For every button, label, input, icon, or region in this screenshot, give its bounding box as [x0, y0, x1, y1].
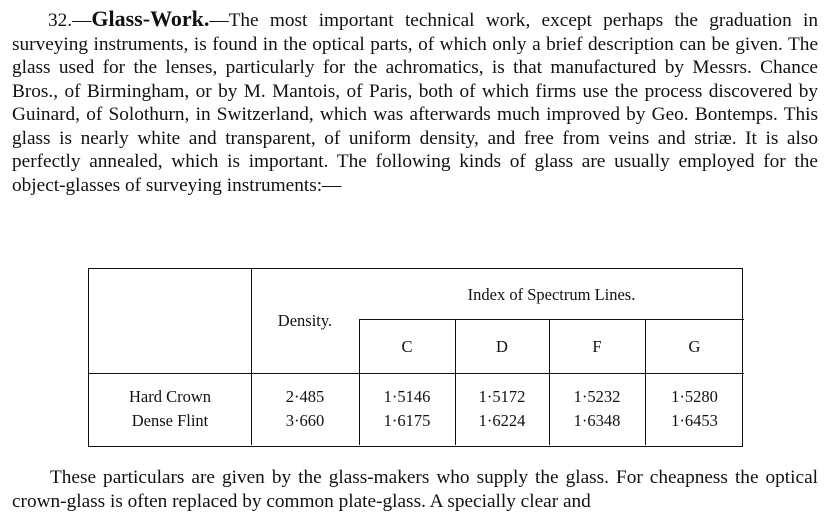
- density-dense-flint: 3·660: [285, 411, 325, 430]
- index-f-hard-crown: 1·5232: [573, 387, 621, 406]
- density-hard-crown: 2·485: [285, 387, 325, 406]
- index-g-dense-flint: 1·6453: [671, 411, 718, 430]
- section-number: 32.: [48, 10, 73, 31]
- line-header-d: D: [496, 337, 508, 356]
- glass-properties-table: [88, 268, 743, 447]
- index-d-hard-crown: 1·5172: [478, 387, 526, 406]
- index-d-dense-flint: 1·6224: [478, 411, 526, 430]
- line-header-f: F: [592, 337, 602, 356]
- section-title: Glass-Work.: [91, 6, 210, 31]
- section-dash: —: [72, 10, 92, 31]
- title-dash: —: [209, 10, 229, 31]
- section-body-text: The most important technical work, except perhaps the graduation in surveying instruments, is found in the optical parts, of which only a brief description can be given. The glass used for the lenses, particularly for the achromatics, is that manufactured by Messrs. Chance Bros., of Birmingham, or by M. Mantois, of Paris, both of which firms use the process discovered by Guinard, of Solothurn, in Switzerland, which was afterwards much improved by Geo. Bontemps. This glass is nearly white and transparent, of uniform density, and free from veins and striæ. It is also perfectly annealed, which is important. The following kinds of glass are usually employed for the object-glasses of surveying instruments:—: [12, 10, 818, 196]
- index-header: Index of Spectrum Lines.: [467, 285, 636, 304]
- index-c-hard-crown: 1·5146: [383, 387, 431, 406]
- index-f-dense-flint: 1·6348: [573, 411, 621, 430]
- line-header-g: G: [688, 337, 701, 356]
- section-paragraph: [12, 7, 818, 197]
- density-header: Density.: [277, 311, 333, 330]
- index-c-dense-flint: 1·6175: [383, 411, 431, 430]
- row-name-dense-flint: Dense Flint: [131, 411, 209, 430]
- closing-paragraph: These particulars are given by the glass-makers who supply the glass. For cheapness the optical crown-glass is often replaced by common plate-glass. A specially clear and: [12, 467, 818, 512]
- index-g-hard-crown: 1·5280: [671, 387, 718, 406]
- row-name-hard-crown: Hard Crown: [128, 387, 212, 406]
- line-header-c: C: [401, 337, 413, 356]
